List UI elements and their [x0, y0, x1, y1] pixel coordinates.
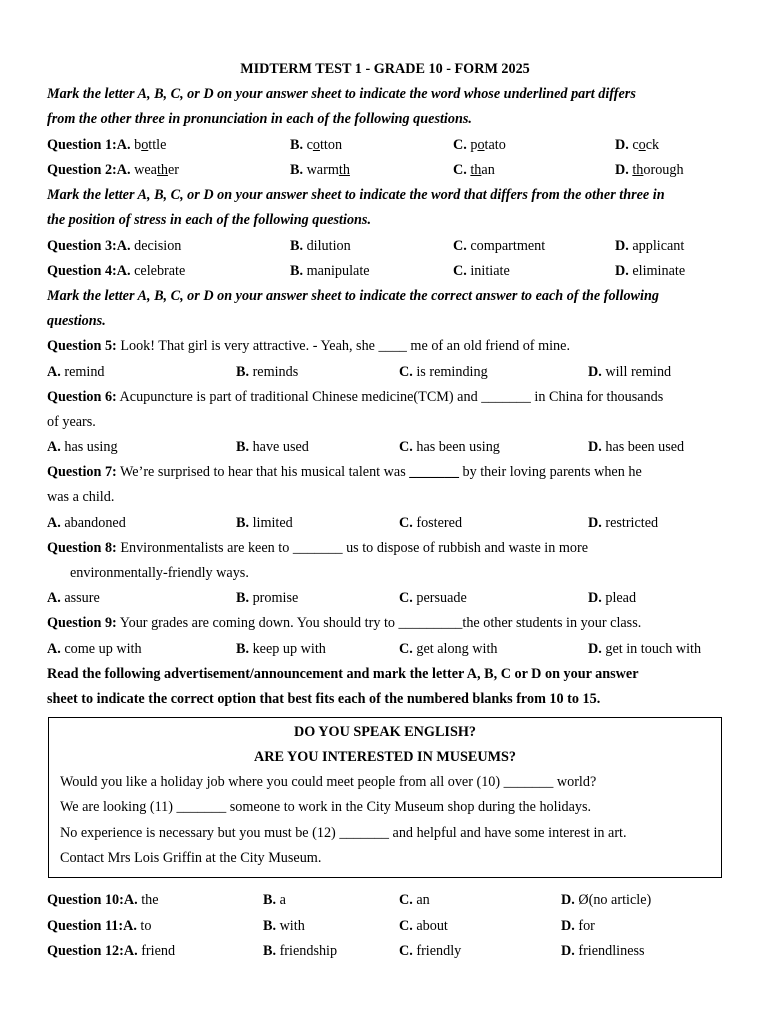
option-d [588, 589, 636, 607]
option-text: applicant [628, 238, 685, 254]
option-d [588, 438, 684, 456]
advertisement-box [48, 717, 722, 878]
option-letter: C. [453, 137, 467, 153]
question-label: Question 7: [47, 464, 117, 480]
option-b [290, 237, 351, 255]
option-text: about [412, 918, 448, 934]
option-letter: B. [236, 439, 250, 455]
option-letter: C. [453, 238, 467, 254]
underlined-part: o [638, 137, 646, 153]
question-label: Question 4: [47, 263, 117, 279]
question-label: Question 9: [47, 615, 117, 631]
instruction-4-line-2: sheet to indicate the correct option that best fits each of the numbered blanks from 10 to 15. [47, 691, 601, 707]
option-c [399, 640, 498, 658]
option-text: an [481, 162, 495, 178]
option-b [236, 589, 298, 607]
option-text: friendliness [574, 943, 645, 959]
option-text: friendly [412, 943, 462, 959]
option-d [615, 262, 685, 280]
option-text: wea [130, 162, 157, 178]
option-text: reminds [249, 364, 299, 380]
ad-heading-2: ARE YOU INTERESTED IN MUSEUMS? [254, 749, 516, 765]
option-text: manipulate [303, 263, 370, 279]
option-d [615, 136, 659, 154]
instruction-2-line-1: Mark the letter A, B, C, or D on your answer sheet to indicate the word that differs from the other three in [47, 187, 665, 203]
option-text: has been used [601, 439, 685, 455]
option-text: compartment [466, 238, 546, 254]
option-b [263, 891, 286, 909]
option-letter: A. [116, 238, 131, 254]
option-c [399, 917, 448, 935]
option-text: keep up with [249, 641, 326, 657]
option-d [588, 514, 658, 532]
option-b [236, 363, 298, 381]
question-text: Your grades are coming down. You should try to _________the other students in your class. [116, 615, 642, 631]
option-letter: D. [588, 641, 602, 657]
option-letter: A. [47, 515, 61, 531]
option-letter: C. [399, 515, 413, 531]
option-letter: B. [236, 590, 250, 606]
option-text: decision [130, 238, 182, 254]
option-letter: B. [290, 263, 304, 279]
option-text: abandoned [60, 515, 126, 531]
option-letter: B. [290, 162, 304, 178]
option-text: have used [249, 439, 309, 455]
option-text: has using [60, 439, 118, 455]
question-7-stem-cont: was a child. [47, 489, 115, 505]
option-letter: D. [561, 943, 575, 959]
question-label: Question 3: [47, 238, 117, 254]
option-letter: C. [399, 943, 413, 959]
option-letter: B. [236, 641, 250, 657]
question-label: Question 10: [47, 892, 124, 908]
option-letter: D. [588, 590, 602, 606]
option-text: promise [249, 590, 299, 606]
question-1 [47, 136, 723, 154]
option-text: is reminding [412, 364, 488, 380]
option-d [615, 237, 684, 255]
option-text: orough [643, 162, 684, 178]
option-b [290, 136, 342, 154]
option-letter: D. [561, 918, 575, 934]
option-letter: A. [116, 263, 131, 279]
question-label: Question 1: [47, 137, 117, 153]
ad-heading-1: DO YOU SPEAK ENGLISH? [294, 724, 476, 740]
option-text: warm [303, 162, 339, 178]
underlined-part: o [477, 137, 485, 153]
question-text: Acupuncture is part of traditional Chinese medicine(TCM) and _______ in China for thousands [116, 389, 664, 405]
question-text: Environmentalists are keen to _______ us to dispose of rubbish and waste in more [116, 540, 589, 556]
option-text: er [168, 162, 180, 178]
underlined-part: th [338, 162, 350, 178]
instruction-1-line-2: from the other three in pronunciation in each of the following questions. [47, 111, 472, 127]
page-title: MIDTERM TEST 1 - GRADE 10 - FORM 2025 [240, 61, 530, 77]
question-9-stem [47, 614, 641, 632]
option-c [453, 161, 495, 179]
option-c [453, 262, 510, 280]
option-d [588, 640, 701, 658]
option-d [561, 917, 595, 935]
question-text: We’re surprised to hear that his musical talent was [116, 464, 410, 480]
answer-blank: _______ [409, 464, 459, 480]
question-label: Question 6: [47, 389, 117, 405]
option-text: b [130, 137, 142, 153]
option-text: remind [60, 364, 105, 380]
question-6-options [47, 438, 723, 456]
instruction-3-line-1: Mark the letter A, B, C, or D on your answer sheet to indicate the correct answer to each of the following [47, 288, 659, 304]
question-3 [47, 237, 723, 255]
option-letter: A. [47, 439, 61, 455]
option-letter: B. [290, 137, 304, 153]
option-b [236, 640, 326, 658]
ad-line-2: We are looking (11) _______ someone to work in the City Museum shop during the holidays. [60, 799, 592, 815]
option-letter: D. [588, 515, 602, 531]
option-letter: D. [615, 263, 629, 279]
option-letter: A. [116, 162, 131, 178]
option-text: limited [249, 515, 293, 531]
option-text: plead [601, 590, 637, 606]
option-text: friend [137, 943, 176, 959]
question-2 [47, 161, 723, 179]
question-8-stem-cont: environmentally-friendly ways. [70, 565, 249, 581]
option-text: dilution [303, 238, 351, 254]
option-letter: C. [453, 162, 467, 178]
option-b [263, 942, 337, 960]
option-text: restricted [601, 515, 659, 531]
option-letter: C. [399, 439, 413, 455]
question-label: Question 2: [47, 162, 117, 178]
option-text: initiate [466, 263, 510, 279]
option-b [290, 262, 370, 280]
option-text: will remind [601, 364, 672, 380]
instruction-3-line-2: questions. [47, 313, 106, 329]
question-5-stem [47, 337, 570, 355]
option-letter: D. [615, 137, 629, 153]
question-7-stem [47, 463, 642, 481]
underlined-part: o [312, 137, 320, 153]
option-d [561, 942, 645, 960]
question-label: Question 11: [47, 918, 124, 934]
instruction-1-line-1: Mark the letter A, B, C, or D on your answer sheet to indicate the word whose underlined part differs [47, 86, 636, 102]
option-d [588, 363, 671, 381]
option-letter: B. [263, 918, 277, 934]
option-text: celebrate [130, 263, 186, 279]
option-b [290, 161, 350, 179]
option-letter: B. [236, 364, 250, 380]
option-text: c [628, 137, 639, 153]
question-label: Question 5: [47, 338, 117, 354]
instruction-2-line-2: the position of stress in each of the following questions. [47, 212, 371, 228]
underlined-part: th [156, 162, 168, 178]
option-text: the [137, 892, 159, 908]
option-letter: B. [236, 515, 250, 531]
ad-line-3: No experience is necessary but you must be (12) _______ and helpful and have some interest in art. [60, 825, 627, 841]
option-c [399, 438, 500, 456]
option-letter: D. [615, 162, 629, 178]
option-letter: D. [615, 238, 629, 254]
option-letter: D. [588, 364, 602, 380]
question-7-options [47, 514, 723, 532]
underlined-part: o [141, 137, 149, 153]
option-text: p [466, 137, 478, 153]
option-text: Ø(no article) [574, 892, 652, 908]
option-letter: D. [588, 439, 602, 455]
option-c [399, 363, 488, 381]
option-c [399, 891, 430, 909]
question-6-stem-cont: of years. [47, 414, 96, 430]
option-text: to [136, 918, 152, 934]
option-text: persuade [412, 590, 467, 606]
option-text: fostered [412, 515, 463, 531]
question-11 [47, 917, 723, 935]
option-letter: A. [47, 364, 61, 380]
option-c [453, 237, 545, 255]
option-text: tton [319, 137, 343, 153]
option-text: c [303, 137, 313, 153]
question-9-options [47, 640, 723, 658]
option-text: has been using [412, 439, 500, 455]
option-letter: C. [399, 641, 413, 657]
question-text: by their loving parents when he [458, 464, 642, 480]
option-letter: A. [47, 590, 61, 606]
option-text: with [276, 918, 305, 934]
option-b [263, 917, 305, 935]
option-text: assure [60, 590, 100, 606]
question-label: Question 12: [47, 943, 124, 959]
option-letter: B. [290, 238, 304, 254]
question-8-options [47, 589, 723, 607]
option-letter: D. [561, 892, 575, 908]
option-text: ck [645, 137, 660, 153]
option-c [453, 136, 506, 154]
question-10 [47, 891, 723, 909]
question-4 [47, 262, 723, 280]
option-c [399, 514, 462, 532]
option-letter: B. [263, 892, 277, 908]
option-text: an [412, 892, 430, 908]
ad-line-1: Would you like a holiday job where you could meet people from all over (10) _______ world? [60, 774, 597, 790]
option-text: get along with [412, 641, 498, 657]
option-b [236, 514, 293, 532]
option-letter: A. [116, 137, 131, 153]
ad-line-4: Contact Mrs Lois Griffin at the City Museum. [60, 850, 322, 866]
underlined-part: th [632, 162, 644, 178]
option-letter: C. [399, 364, 413, 380]
option-letter: A. [123, 892, 138, 908]
option-text: eliminate [628, 263, 686, 279]
option-letter: A. [47, 641, 61, 657]
option-letter: C. [399, 918, 413, 934]
option-b [236, 438, 309, 456]
instruction-4-line-1: Read the following advertisement/announcement and mark the letter A, B, C or D on your answer [47, 666, 639, 682]
question-label: Question 8: [47, 540, 117, 556]
question-8-stem [47, 539, 588, 557]
option-c [399, 589, 467, 607]
option-text: ttle [148, 137, 167, 153]
question-12 [47, 942, 723, 960]
option-letter: C. [453, 263, 467, 279]
underlined-part: th [470, 162, 482, 178]
option-c [399, 942, 461, 960]
option-letter: A. [123, 943, 138, 959]
option-d [561, 891, 651, 909]
option-letter: C. [399, 590, 413, 606]
option-text: tato [484, 137, 506, 153]
question-6-stem [47, 388, 663, 406]
question-5-options [47, 363, 723, 381]
option-letter: C. [399, 892, 413, 908]
option-text: a [276, 892, 286, 908]
option-letter: B. [263, 943, 277, 959]
option-text: friendship [276, 943, 338, 959]
option-text: come up with [60, 641, 142, 657]
option-text: for [574, 918, 595, 934]
option-letter: A. [123, 918, 137, 934]
option-text: get in touch with [601, 641, 702, 657]
option-d [615, 161, 684, 179]
question-text: Look! That girl is very attractive. - Yeah, she ____ me of an old friend of mine. [116, 338, 570, 354]
